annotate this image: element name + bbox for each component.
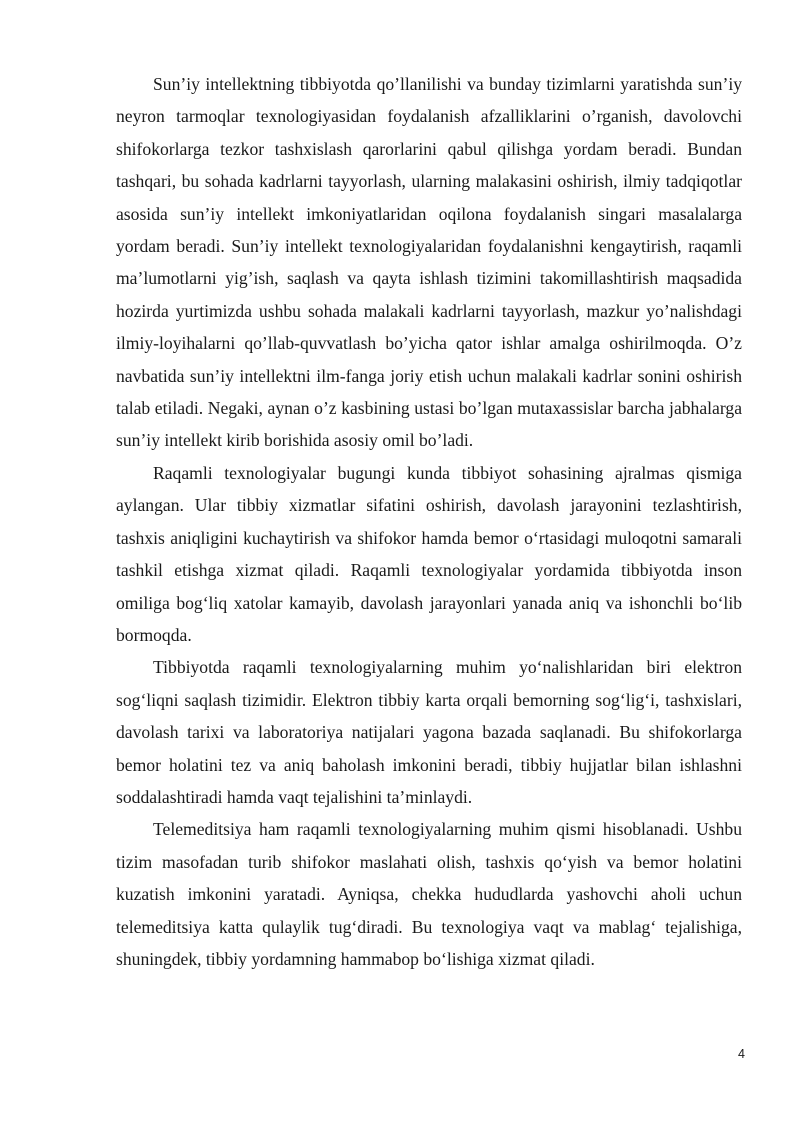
paragraph-telemedicine: Telemeditsiya ham raqamli texnologiyalarning muhim qismi hisoblanadi. Ushbu tizim masofadan turib shifokor maslahati olish, tashxis qo‘yish va bemor holatini kuzatish imkonini yaratadi. Ayniqsa, chekka hududlarda yashovchi aholi uchun telemeditsiya katta qulaylik tug‘diradi. Bu texnologiya vaqt va mablag‘ tejalishiga, shuningdek, tibbiy yordamning hammabop bo‘lishiga xizmat qiladi. — [116, 819, 742, 969]
paragraph-ai-in-medicine: Sun’iy intellektning tibbiyotda qo’llanilishi va bunday tizimlarni yaratishda sun’iy neyron tarmoqlar texnologiyasidan foydalanish afzalliklarini o’rganish, davolovchi shifokorlarga tezkor tashxislash qarorlarini qabul qilishga yordam beradi. Bundan tashqari, bu sohada kadrlarni tayyorlash, ularning malakasini oshirish, ilmiy tadqiqotlar asosida sun’iy intellekt imkoniyatlaridan oqilona foydalanish singari masalalarga yordam beradi. Sun’iy intellekt texnologiyalaridan foydalanishni kengaytirish, raqamli ma’lumotlarni yig’ish, saqlash va qayta ishlash tizimini takomillashtirish maqsadida hozirda yurtimizda ushbu sohada malakali kadrlarni tayyorlash, mazkur yo’nalishdagi ilmiy-loyihalarni qo’llab-quvvatlash bo’yicha qator ishlar amalga oshirilmoqda. O’z navbatida sun’iy intellektni ilm-fanga joriy etish uchun malakali kadrlar sonini oshirish talab etiladi. Negaki, aynan o’z kasbining ustasi bo’lgan mutaxassislar barcha jabhalarga sun’iy intellekt kirib borishida asosiy omil bo’ladi. — [116, 74, 742, 451]
paragraph-electronic-health: Tibbiyotda raqamli texnologiyalarning muhim yo‘nalishlaridan biri elektron sog‘liqni saqlash tizimidir. Elektron tibbiy karta orqali bemorning sog‘lig‘i, tashxislari, davolash tarixi va laboratoriya natijalari yagona bazada saqlanadi. Bu shifokorlarga bemor holatini tez va aniq baholash imkonini beradi, tibbiy hujjatlar bilan ishlashni soddalashtiradi hamda vaqt tejalishini ta’minlaydi. — [116, 657, 742, 807]
page-number: 4 — [738, 1047, 745, 1061]
body-text — [116, 68, 742, 975]
paragraph-digital-technologies: Raqamli texnologiyalar bugungi kunda tibbiyot sohasining ajralmas qismiga aylangan. Ular tibbiy xizmatlar sifatini oshirish, davolash jarayonini tezlashtirish, tashxis aniqligini kuchaytirish va shifokor hamda bemor o‘rtasidagi muloqotni samarali tashkil etishga xizmat qiladi. Raqamli texnologiyalar yordamida tibbiyotda inson omiliga bog‘liq xatolar kamayib, davolash jarayonlari yanada aniq va ishonchli bo‘lib bormoqda. — [116, 462, 742, 645]
